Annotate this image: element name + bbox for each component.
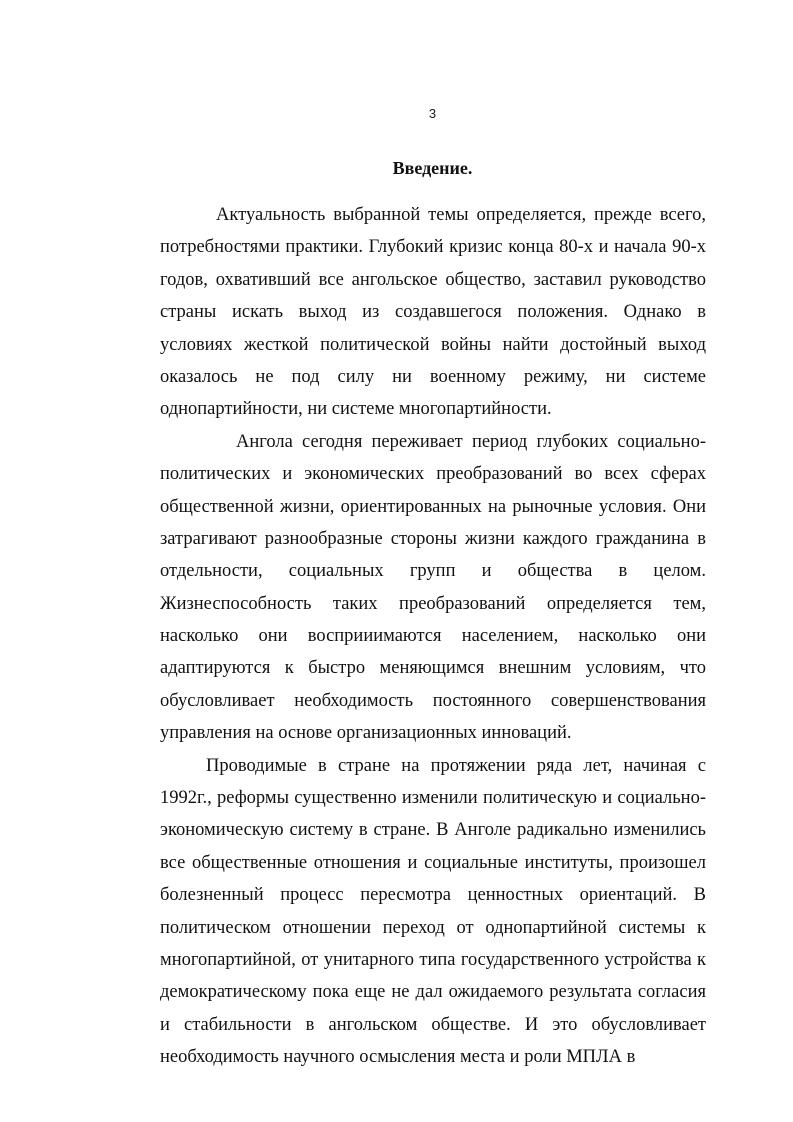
- paragraph-line: болезненный процесс пересмотра ценностных ориентаций. В: [160, 885, 706, 906]
- paragraph: [160, 750, 706, 1074]
- paragraph-line: обусловливает необходимость постоянного совершенствования: [160, 690, 706, 711]
- paragraph-line: потребностями практики. Глубокий кризис конца 80-х и начала 90-х: [160, 237, 706, 258]
- paragraph-line: экономическую систему в стране. В Анголе радикально изменились: [160, 820, 706, 841]
- paragraph-line: отдельности, социальных групп и общества в целом.: [160, 561, 706, 582]
- paragraph-line: демократическому пока еще не дал ожидаемого результата согласия: [160, 982, 706, 1003]
- paragraph-line: управления на основе организационных инноваций.: [160, 723, 572, 744]
- paragraph-line: затрагивают разнообразные стороны жизни каждого гражданина в: [160, 528, 706, 549]
- page-number: 3: [428, 106, 437, 121]
- paragraph-line: страны искать выход из создавшегося положения. Однако в: [160, 302, 706, 323]
- paragraph-line: Ангола сегодня переживает период глубоких социально-: [236, 431, 706, 452]
- paragraph-line: Жизнеспособность таких преобразований определяется тем,: [160, 593, 706, 614]
- paragraph-line: общественной жизни, ориентированных на рыночные условия. Они: [160, 496, 706, 517]
- paragraph-line: однопартийности, ни системе многопартийности.: [160, 399, 552, 420]
- paragraph-line: Проводимые в стране на протяжении ряда лет, начиная с: [206, 755, 706, 776]
- body-text: [160, 199, 706, 1074]
- paragraph-line: Актуальность выбранной темы определяется, прежде всего,: [216, 205, 706, 225]
- paragraph-line: многопартийной, от унитарного типа государственного устройства к: [160, 949, 706, 970]
- paragraph-line: и стабильности в ангольском обществе. И это обусловливает: [160, 1014, 706, 1035]
- paragraph-line: насколько они восприиимаются населением, насколько они: [160, 626, 706, 647]
- paragraph-line: годов, охвативший все ангольское общество, заставил руководство: [160, 269, 706, 290]
- paragraph-line: все общественные отношения и социальные институты, произошел: [160, 852, 706, 873]
- paragraph-line: условиях жесткой политической войны найти достойный выход: [160, 334, 706, 355]
- paragraph-line: адаптируются к быстро меняющимся внешним условиям, что: [160, 658, 706, 679]
- page-title: Введение.: [392, 158, 473, 178]
- paragraph-line: политическом отношении переход от однопартийной системы к: [160, 917, 706, 938]
- paragraph-line: необходимость научного осмысления места и роли МПЛА в: [160, 1047, 636, 1068]
- paragraph-line: 1992г., реформы существенно изменили политическую и социально-: [160, 788, 706, 809]
- paragraph-line: политических и экономических преобразований во всех сферах: [160, 464, 706, 485]
- paragraph: [160, 426, 706, 750]
- paragraph: [160, 199, 706, 426]
- paragraph-line: оказалось не под силу ни военному режиму, ни системе: [160, 366, 706, 387]
